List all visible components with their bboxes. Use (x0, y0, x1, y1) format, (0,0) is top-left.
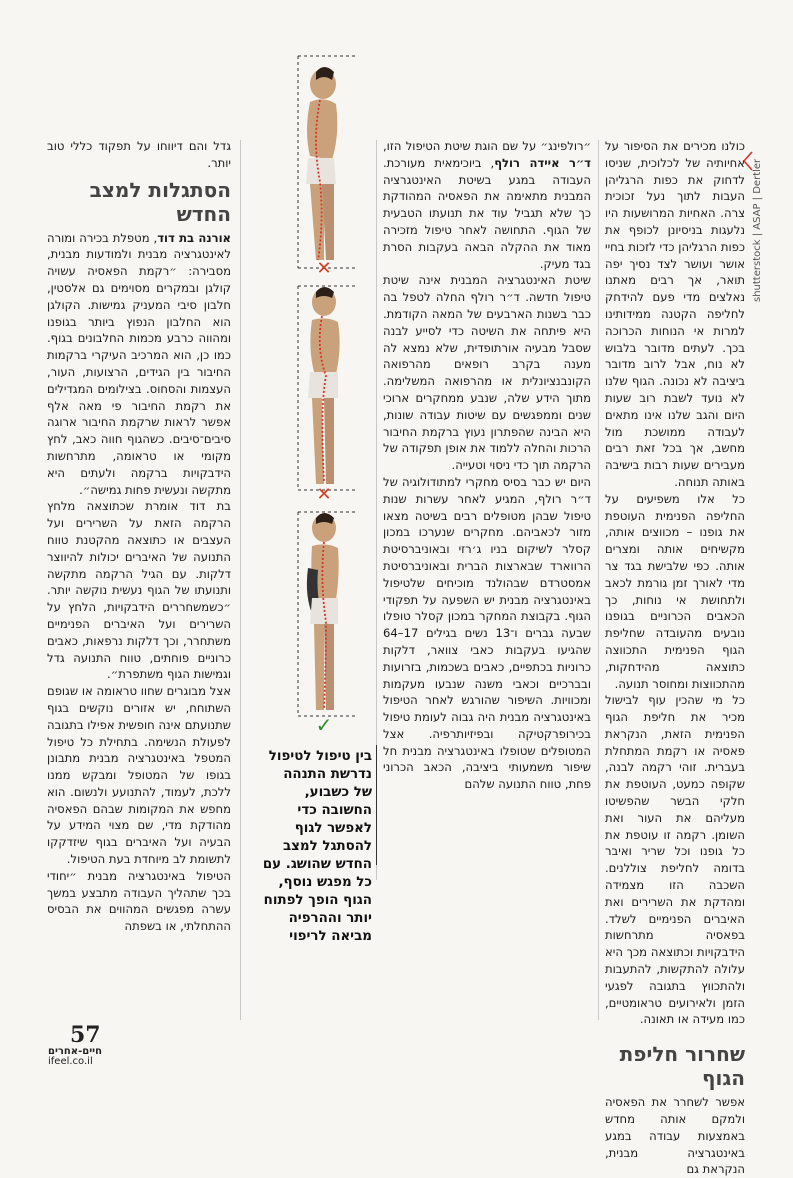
body-paragraph (47, 230, 231, 499)
section-heading: שחרור חליפת הגוף (619, 1042, 745, 1091)
body-paragraph: הטיפול באינטגרציה מבנית ״יחודי בכך שתהליך העבודה מתבצע במשך עשרה מפגשים המהווים את הבסיס ההתחלתי, או בשפתה (47, 868, 231, 934)
page-number: 57 (70, 1022, 101, 1048)
body-paragraph: כולנו מכירים את הסיפור על אחיותיה של לכלוכית, שניסו לדחוק את כפות הרגליהן העבות לתוך נעל זכוכית צרה. האחיות המרושעות היו נלעגות בניסיונן לכופף את כפות הרגליהן כדי לזכות בחיי אושר ועושר לצד נסיך יפה תואר, אך רבים מאתנו נאלצים מדי פעם להידחק לחליפה הקטנה ממידותינו למרות אי הנוחות הכרוכה בכך. לעתים מדובר בלבוש לא נוח, אבל לרוב מדובר ביציבה לא נכונה. הגוף שלנו לא נועד לשבת רוב שעות היום והגב שלנו אינו מתאים לעבודה ממושכת מול מחשב, אך בכל זאת רבים מעבירים שעות רבות בישיבה באותה תנוחה. (605, 139, 745, 489)
wrong-mark-2: ✕ (316, 484, 332, 505)
body-text: , מטפלת בכירה ומורה לאינטגרציה מבנית ולמודעות מבנית, מסבירה: ״רקמת הפאסיה עשויה קולגן ובמקרים מסוימים גם אלסטין, חלבון סיבי המעניק גמישות. הקולגן הוא החלבון הנפוץ ביותר בגופנו ומהווה כרבע מכמות החלבונים בגוף. כמו כן, הוא המרכיב העיקרי ברקמות החיבור בין הגידים, הרצועות, העור, העצמות והסחוס. בצילומים המגדילים את רקמת החיבור פי מאה אלף אפשר לראות שרקמת החיבור ארוגה סיבים־סיבים. כשהגוף חווה כאב, לחץ מקומי או טראומה, מתרחשות הידבקויות ברקמה ולעתים היא מתקשה ונעשית פחות גמישה״. (47, 230, 231, 497)
body-paragraph: אפשר לשחרר את הפאסיה ולמקם אותה מחדש באמצעות עבודה במגע באינטגרציה מבנית, הנקראת גם (605, 1095, 745, 1177)
figure-correct (298, 512, 356, 716)
body-paragraph: שיטת האינטגרציה המבנית אינה שיטת טיפול חדשה. ד״ר רולף החלה לטפל בה כבר בשנות הארבעים של המאה הקודמת. היא פיתחה את השיטה כדי לסייע לבנה שסבל מבעיה אורתופדית, שלא נמצא לה מענה בקרב רופאים מהרפואה הקונבנציונלית או מהרפואה המשלימה. מתוך הידע שלה, שנבע ממחקרים ארוכי שנים וממפגשים עם שיטות עבודה שונות, היא הבינה שהפתרון נעוץ ברקמת החיבור הרכות והחלה ללמוד את אופן תפקודה של הרקמה תוך כדי ניסוי וטעייה. (383, 273, 591, 473)
photo-credit: shutterstock | ASAP | Dertler (752, 158, 763, 302)
right-mark: ✓ (315, 713, 333, 737)
wrong-mark-1: ✕ (316, 258, 332, 279)
body-paragraph: בת דוד אומרת שכתוצאה מלחץ הרקמה הזאת על השרירים ועל העצבים או כתוצאה מהקטנת טווח התנועה של האיברים יכולות להיווצר דלקות. עם הגיל הרקמה מתקשה ותנועתו של הגוף נעשית נוקשה יותר. ״כשמשחררים הידבקויות, הלחץ על השרירים ועל האיברים הפנימיים משתחרר, וכך דלקות נרפאות, כאבים כרוניים פוחתים, טווח התנועה גדל וגמישות הגוף משתפרת״. (47, 499, 231, 682)
magazine-site: ifeel.co.il (48, 1056, 93, 1067)
person-name: אורנה בת דוד (157, 230, 231, 245)
person-name: ד״ר איידה רולף (494, 155, 592, 170)
article-column-middle (383, 138, 591, 793)
body-paragraph: אצל מבוגרים שחוו טראומה או שגופם השתוחח, יש אזורים נוקשים בגוף שתנועתם אינה חופשית אפילו בתגובה לפעולת הנשימה. בתחילת כל טיפול המטפל באינטגרציה מבנית מתבונן בגופו של המטופל ומבקש ממנו ללכת, לעמוד, להתנועע ולנשום. הוא מחפש את המקומות שבהם הפאסיה מהודקת מדי, שם מצוי המידע על הבעיה ועל האיברים בגוף שיזדקקו לתשומת לב מיוחדת בעת הטיפול. (47, 684, 231, 867)
column-divider (598, 140, 599, 1020)
posture-illustration (276, 40, 372, 760)
body-paragraph: כל מי שהכין עוף לבישול מכיר את חליפת הגוף הפנימית הזאת, הנקראת פאסיה או רקמת המתחלת בעברית. זוהי רקמה לבנה, שקופה כמעט, העוטפת את חלקי הבשר שהפשיטו מעליהם את העור ואת השומן. רקמה זו עוטפת את כל גופנו וכל שריר ואיבר בדומה לחליפת צוללנים. השכבה הזו מצמידה ומהדקת את השרירים ואת האיברים הפנימיים לשלד. בפאסיה מתרחשות הידבקויות וכתוצאה מכך היא עלולה להתקשות, להתעבות ולהתכווץ בתגובה לפגעי הזמן ולאירועים טראומטיים, כמו מעידה או תאונה. (605, 693, 745, 1027)
article-column-left (47, 138, 231, 935)
body-paragraph: גדל והם דיווחו על תפקוד כללי טוב יותר. (47, 139, 231, 170)
lead-paragraph (383, 138, 591, 272)
figure-slouched (298, 56, 356, 268)
pull-quote: בין טיפול לטיפול נדרשת התנהה של כשבוע, החשובה כדי לאפשר לגוף להסתגל למצב החדש שהושג. עם כל מפגש נוסף, הגוף הופך לפתוח יותר וההרפיה מביאה לריפוי (262, 749, 372, 944)
magazine-brand: חיים-אחרים (48, 1046, 102, 1057)
lead-text: ״רולפינג״ על שם הוגת שיטת הטיפול הזו, (383, 139, 591, 153)
figure-overarched (298, 286, 356, 490)
body-paragraph: היום יש כבר בסיס מחקרי למתודולוגיה של ד״ר רולף, המגיע לאחר עשרות שנות טיפול שבהן מטופלים רבים בשיטה מצאו מזור לכאביהם. מחקרים שנערכו במכון קסלר לשיקום בניו ג׳רזי ובאוניברסיטת הרווארד שבארצות הברית ובאוניברסיטת אמסטרדם שבהולנד מוכיחים שלטיפול באינטגרציה מבנית יש השפעה על תפקודי הגוף. בקבוצת המחקר במכון קסלר טופלו שבעה גברים ו־13 נשים בגילים 17–64 שהגיעו בעקבות כאבי צוואר, דלקות כרוניות בכתפיים, כאבים בשכמות, בזרועות ובברכיים וכאבי משנה שנבעו מעקמות ומכוויות. השיפור שהורגש לאחר הטיפול באינטגרציה מבנית היה גבוה לעומת טיפול בכירופרקטיקה ובפיזיותרפיה. אצל המטופלים שטופלו באינטגרציה מבנית חל שיפור משמעותי ביציבה, הכאב הכרוני פחת, טווח התנועה שלהם (383, 474, 591, 792)
section-heading: הסתגלות למצב החדש (89, 177, 231, 226)
body-paragraph: כל אלו משפיעים על החליפה הפנימית העוטפת את גופנו – מכווצים אותה, מקשיחים אותה ומצרים אותה. כפי שלבישת בגד צר מדי לאורך זמן גורמת לכאב ולתחושת אי נוחות, כך הכאבים הכרוניים בגופנו נובעים מהעובדה שחליפת הגוף הפנימית התכווצה כתוצאה מהידחקות, מהתכווצות ומחוסר תנועה. (605, 491, 745, 691)
column-divider (240, 140, 241, 1020)
article-column-right (605, 138, 745, 1178)
lead-text: , ביוכימאית מעורכת. העבודה במגע בשיטת האינטגרציה המבנית מתאימה את הפאסיה המהודקת כך שלא תגביל עוד את תנועתו הטבעית של הגוף. התחושה לאחר טיפול מזכירה מאוד את ההקלה הבאה בעקבות הסרת בגד מעיק. (383, 155, 591, 271)
